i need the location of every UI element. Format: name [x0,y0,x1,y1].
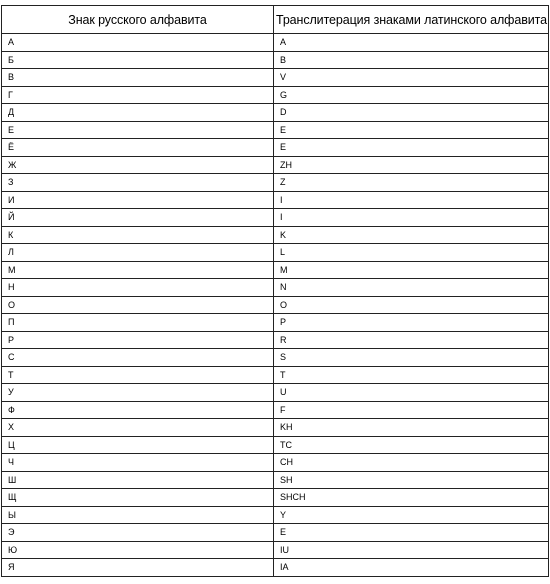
cell-russian-letter: Ё [2,139,274,157]
cell-russian-letter: Ф [2,401,274,419]
transliteration-table [1,5,549,577]
cell-latin-transliteration: S [274,349,549,367]
table-row [2,174,549,192]
table-row [2,349,549,367]
cell-latin-transliteration: I [274,209,549,227]
cell-latin-transliteration: SHCH [274,489,549,507]
cell-russian-letter: Е [2,121,274,139]
table-row [2,454,549,472]
cell-latin-transliteration: KH [274,419,549,437]
cell-latin-transliteration: N [274,279,549,297]
table-row [2,471,549,489]
cell-russian-letter: П [2,314,274,332]
table-body [2,34,549,577]
cell-russian-letter: Н [2,279,274,297]
header-latin-transliteration: Транслитерация знаками латинского алфавита [274,6,549,34]
cell-russian-letter: Щ [2,489,274,507]
table-row [2,226,549,244]
cell-latin-transliteration: SH [274,471,549,489]
cell-latin-transliteration: I [274,191,549,209]
cell-latin-transliteration: E [274,524,549,542]
cell-russian-letter: З [2,174,274,192]
cell-latin-transliteration: E [274,121,549,139]
cell-latin-transliteration: G [274,86,549,104]
cell-latin-transliteration: TC [274,436,549,454]
cell-russian-letter: Ы [2,506,274,524]
cell-russian-letter: Р [2,331,274,349]
table-row [2,559,549,577]
table-row [2,86,549,104]
header-row [2,6,549,34]
cell-russian-letter: С [2,349,274,367]
cell-latin-transliteration: A [274,34,549,52]
cell-russian-letter: Л [2,244,274,262]
cell-latin-transliteration: B [274,51,549,69]
table-row [2,191,549,209]
table-row [2,366,549,384]
table-row [2,314,549,332]
cell-latin-transliteration: P [274,314,549,332]
cell-russian-letter: Я [2,559,274,577]
cell-latin-transliteration: Y [274,506,549,524]
cell-latin-transliteration: ZH [274,156,549,174]
table-row [2,436,549,454]
cell-russian-letter: Х [2,419,274,437]
cell-latin-transliteration: IU [274,541,549,559]
table-row [2,401,549,419]
cell-russian-letter: К [2,226,274,244]
cell-latin-transliteration: D [274,104,549,122]
cell-russian-letter: У [2,384,274,402]
table-row [2,541,549,559]
table-row [2,156,549,174]
cell-latin-transliteration: U [274,384,549,402]
cell-russian-letter: Т [2,366,274,384]
cell-russian-letter: Ч [2,454,274,472]
table-row [2,209,549,227]
table-row [2,121,549,139]
cell-russian-letter: А [2,34,274,52]
cell-russian-letter: О [2,296,274,314]
cell-latin-transliteration: E [274,139,549,157]
table-row [2,34,549,52]
table-row [2,279,549,297]
cell-russian-letter: В [2,69,274,87]
table-row [2,51,549,69]
cell-russian-letter: Д [2,104,274,122]
cell-latin-transliteration: IA [274,559,549,577]
cell-latin-transliteration: T [274,366,549,384]
cell-latin-transliteration: CH [274,454,549,472]
cell-latin-transliteration: Z [274,174,549,192]
header-russian-letter: Знак русского алфавита [2,6,274,34]
table-row [2,331,549,349]
cell-russian-letter: Й [2,209,274,227]
cell-latin-transliteration: F [274,401,549,419]
cell-latin-transliteration: L [274,244,549,262]
table-row [2,296,549,314]
table-row [2,244,549,262]
cell-russian-letter: Б [2,51,274,69]
table-row [2,139,549,157]
table-row [2,524,549,542]
cell-latin-transliteration: K [274,226,549,244]
table-row [2,261,549,279]
table-row [2,506,549,524]
table-header [2,6,549,34]
cell-latin-transliteration: M [274,261,549,279]
cell-latin-transliteration: O [274,296,549,314]
table-row [2,104,549,122]
table-row [2,384,549,402]
table-row [2,489,549,507]
cell-russian-letter: И [2,191,274,209]
cell-russian-letter: Ж [2,156,274,174]
cell-latin-transliteration: V [274,69,549,87]
table-row [2,69,549,87]
cell-russian-letter: Э [2,524,274,542]
cell-russian-letter: Г [2,86,274,104]
cell-russian-letter: Ш [2,471,274,489]
cell-russian-letter: М [2,261,274,279]
cell-russian-letter: Ц [2,436,274,454]
table-row [2,419,549,437]
cell-russian-letter: Ю [2,541,274,559]
cell-latin-transliteration: R [274,331,549,349]
